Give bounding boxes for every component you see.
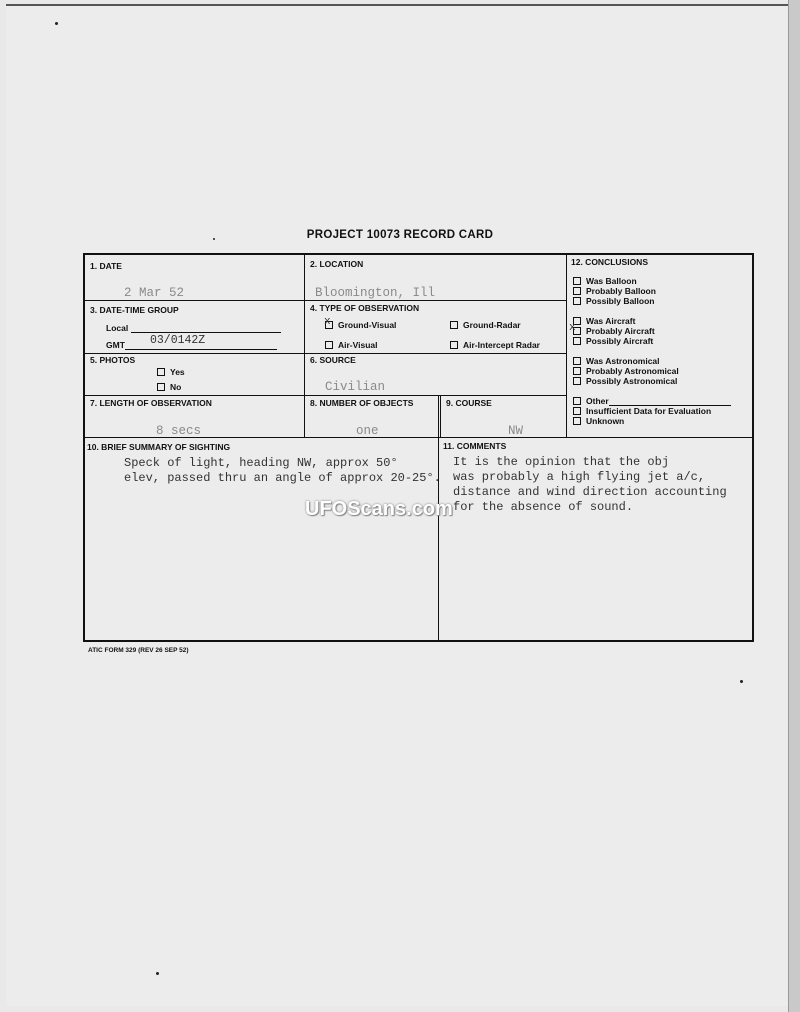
observation-type-label: 4. TYPE OF OBSERVATION [310, 303, 420, 313]
conclusion-possibly-aircraft: Possibly Aircraft [573, 336, 653, 346]
ground-visual-check-mark: x [324, 316, 331, 328]
objects-label: 8. NUMBER OF OBJECTS [310, 398, 414, 408]
paper-speck [213, 238, 215, 240]
source-label: 6. SOURCE [310, 355, 356, 365]
conclusion-unknown: Unknown [573, 416, 624, 426]
divider [85, 353, 566, 354]
objects-value: one [356, 424, 379, 438]
checkbox-icon [157, 368, 165, 376]
checkbox-icon [325, 341, 333, 349]
summary-text: Speck of light, heading NW, approx 50° elev, passed thru an angle of approx 20-25°. [124, 456, 441, 485]
conclusion-other: Other [573, 396, 731, 406]
divider [440, 395, 441, 437]
gmt-label: GMT [106, 340, 277, 350]
paper-speck [55, 22, 58, 25]
conclusion-was-balloon: Was Balloon [573, 276, 637, 286]
conclusion-was-astronomical: Was Astronomical [573, 356, 660, 366]
date-label: 1. DATE [90, 261, 122, 271]
option-ground-radar: Ground-Radar [450, 320, 521, 330]
summary-label: 10. BRIEF SUMMARY OF SIGHTING [87, 442, 231, 452]
checkbox-icon [573, 367, 581, 375]
paper-speck [156, 972, 159, 975]
conclusion-probably-astronomical: Probably Astronomical [573, 366, 679, 376]
conclusion-possibly-astronomical: Possibly Astronomical [573, 376, 677, 386]
checkbox-icon [573, 377, 581, 385]
course-value: NW [508, 424, 524, 438]
paper-speck [740, 680, 743, 683]
photos-no: No [157, 382, 181, 392]
date-value: 2 Mar 52 [124, 286, 185, 300]
checkbox-icon [157, 383, 165, 391]
option-ground-visual: Ground-Visual [325, 320, 396, 330]
checkbox-icon [450, 341, 458, 349]
datetime-label: 3. DATE-TIME GROUP [90, 305, 179, 315]
conclusion-probably-balloon: Probably Balloon [573, 286, 656, 296]
page-edge [788, 0, 800, 1012]
checkbox-icon [573, 337, 581, 345]
length-value: 8 secs [156, 424, 202, 438]
conclusion-probably-aircraft: Probably Aircraft [573, 326, 655, 336]
local-label: Local [106, 323, 281, 333]
divider [85, 395, 566, 396]
probably-aircraft-check-mark: x [569, 322, 576, 334]
divider [304, 255, 305, 438]
divider [566, 255, 567, 438]
source-value: Civilian [325, 380, 386, 394]
gmt-value: 03/0142Z [150, 334, 206, 347]
checkbox-icon [573, 417, 581, 425]
photos-label: 5. PHOTOS [90, 355, 136, 365]
conclusion-was-aircraft: Was Aircraft [573, 316, 635, 326]
watermark: UFOScans.com [305, 498, 453, 520]
checkbox-icon [573, 297, 581, 305]
divider [85, 300, 566, 301]
checkbox-icon [573, 357, 581, 365]
conclusion-possibly-balloon: Possibly Balloon [573, 296, 655, 306]
card-title: PROJECT 10073 RECORD CARD [306, 229, 494, 241]
option-air-intercept-radar: Air-Intercept Radar [450, 340, 540, 350]
length-label: 7. LENGTH OF OBSERVATION [90, 398, 212, 408]
comments-text: It is the opinion that the obj was probably a high flying jet a/c, distance and wind direction accounting for the absence of sound. [453, 455, 727, 514]
checkbox-icon [573, 397, 581, 405]
checkbox-icon [573, 287, 581, 295]
checkbox-icon [573, 277, 581, 285]
checkbox-icon [450, 321, 458, 329]
photos-yes: Yes [157, 367, 185, 377]
conclusion-insufficient-data: Insufficient Data for Evaluation [573, 406, 711, 416]
option-air-visual: Air-Visual [325, 340, 378, 350]
location-label: 2. LOCATION [310, 259, 364, 269]
checkbox-icon [573, 407, 581, 415]
comments-label: 11. COMMENTS [443, 441, 507, 451]
course-label: 9. COURSE [446, 398, 492, 408]
form-number: ATIC FORM 329 (REV 26 SEP 52) [88, 647, 189, 654]
location-value: Bloomington, Ill [315, 286, 436, 300]
conclusions-label: 12. CONCLUSIONS [571, 257, 648, 267]
